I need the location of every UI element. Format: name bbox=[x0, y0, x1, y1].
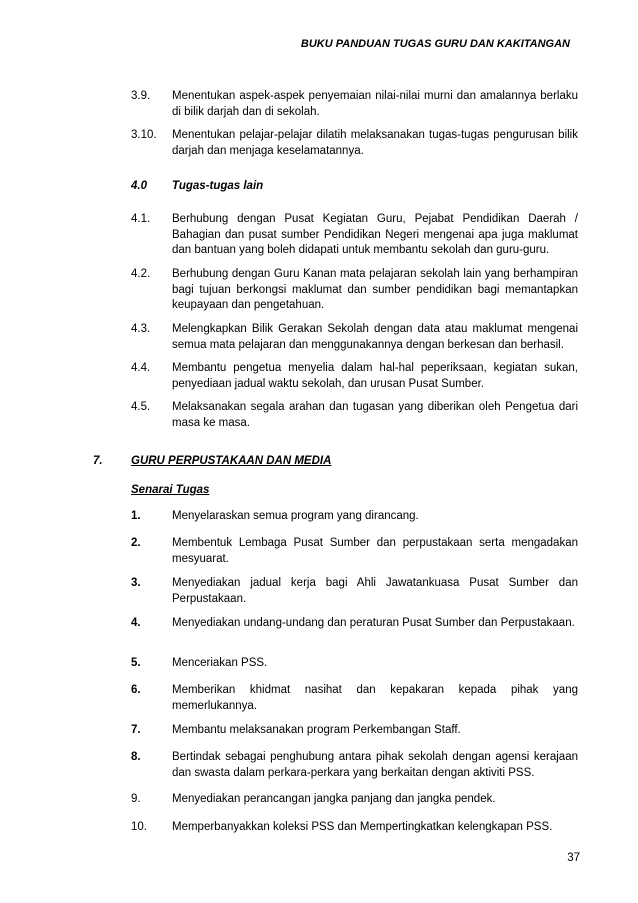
item-number: 4. bbox=[131, 617, 141, 629]
section-title: GURU PERPUSTAKAAN DAN MEDIA bbox=[131, 455, 332, 467]
item-text: Menentukan aspek-aspek penyemaian nilai-nilai murni dan amalannya berlaku di bilik darjah dan di sekolah. bbox=[172, 90, 578, 118]
page-number: 37 bbox=[567, 852, 580, 864]
item-number: 10. bbox=[131, 821, 147, 833]
item-text: Menyediakan jadual kerja bagi Ahli Jawatankuasa Pusat Sumber dan Perpustakaan. bbox=[172, 577, 578, 605]
item-number: 3.9. bbox=[131, 90, 151, 102]
item-text: Memperbanyakkan koleksi PSS dan Mempertingkatkan kelengkapan PSS. bbox=[172, 821, 553, 833]
item-text: Membentuk Lembaga Pusat Sumber dan perpustakaan serta mengadakan mesyuarat. bbox=[172, 537, 578, 565]
subsection-title: Tugas-tugas lain bbox=[172, 180, 264, 192]
item-text: Melaksanakan segala arahan dan tugasan yang diberikan oleh Pengetua dari masa ke masa. bbox=[172, 401, 578, 429]
item-number: 5. bbox=[131, 657, 141, 669]
item-number: 2. bbox=[131, 537, 141, 549]
subsection-number: 4.0 bbox=[131, 180, 147, 192]
item-number: 1. bbox=[131, 510, 141, 522]
item-number: 4.4. bbox=[131, 362, 151, 374]
item-number: 9. bbox=[131, 793, 141, 805]
section-number: 7. bbox=[93, 455, 103, 467]
item-text: Menyelaraskan semua program yang dirancang. bbox=[172, 510, 419, 522]
item-text: Melengkapkan Bilik Gerakan Sekolah dengan data atau maklumat mengenai semua mata pelajaran dan menggunakannya dengan berkesan dan berhasil. bbox=[172, 323, 578, 351]
item-text: Berhubung dengan Pusat Kegiatan Guru, Pejabat Pendidikan Daerah / Bahagian dan pusat sumber Pendidikan Negeri mengenai apa juga maklumat dan bantuan yang boleh didapati untuk membantu sekolah dan guru-guru. bbox=[172, 213, 578, 256]
item-text: Membantu pengetua menyelia dalam hal-hal peperiksaan, kegiatan sukan, penyediaan jadual waktu sekolah, dan urusan Pusat Sumber. bbox=[172, 362, 578, 390]
page-header: BUKU PANDUAN TUGAS GURU DAN KAKITANGAN bbox=[300, 38, 570, 50]
item-text: Menyediakan perancangan jangka panjang dan jangka pendek. bbox=[172, 793, 496, 805]
section-subheading: Senarai Tugas bbox=[131, 484, 210, 496]
item-text: Bertindak sebagai penghubung antara pihak sekolah dengan agensi kerajaan dan swasta dalam perkara-perkara yang berkaitan dengan aktiviti PSS. bbox=[172, 751, 578, 779]
item-text: Berhubung dengan Guru Kanan mata pelajaran sekolah lain yang berhampiran bagi tujuan berkongsi maklumat dan sumber pendidikan bagi memantapkan keupayaan dan pengetahuan. bbox=[172, 268, 578, 311]
item-number: 7. bbox=[131, 724, 141, 736]
item-number: 6. bbox=[131, 684, 141, 696]
item-number: 4.3. bbox=[131, 323, 151, 335]
item-text: Menentukan pelajar-pelajar dilatih melaksanakan tugas-tugas pengurusan bilik darjah dan menjaga keselamatannya. bbox=[172, 129, 578, 157]
item-number: 3. bbox=[131, 577, 141, 589]
item-text: Membantu melaksanakan program Perkembangan Staff. bbox=[172, 724, 461, 736]
item-number: 4.1. bbox=[131, 213, 151, 225]
item-number: 8. bbox=[131, 751, 141, 763]
item-text: Memberikan khidmat nasihat dan kepakaran kepada pihak yang memerlukannya. bbox=[172, 684, 578, 712]
item-number: 3.10. bbox=[131, 129, 157, 141]
item-number: 4.2. bbox=[131, 268, 151, 280]
item-text: Menceriakan PSS. bbox=[172, 657, 268, 669]
item-text: Menyediakan undang-undang dan peraturan Pusat Sumber dan Perpustakaan. bbox=[172, 617, 575, 629]
item-number: 4.5. bbox=[131, 401, 151, 413]
